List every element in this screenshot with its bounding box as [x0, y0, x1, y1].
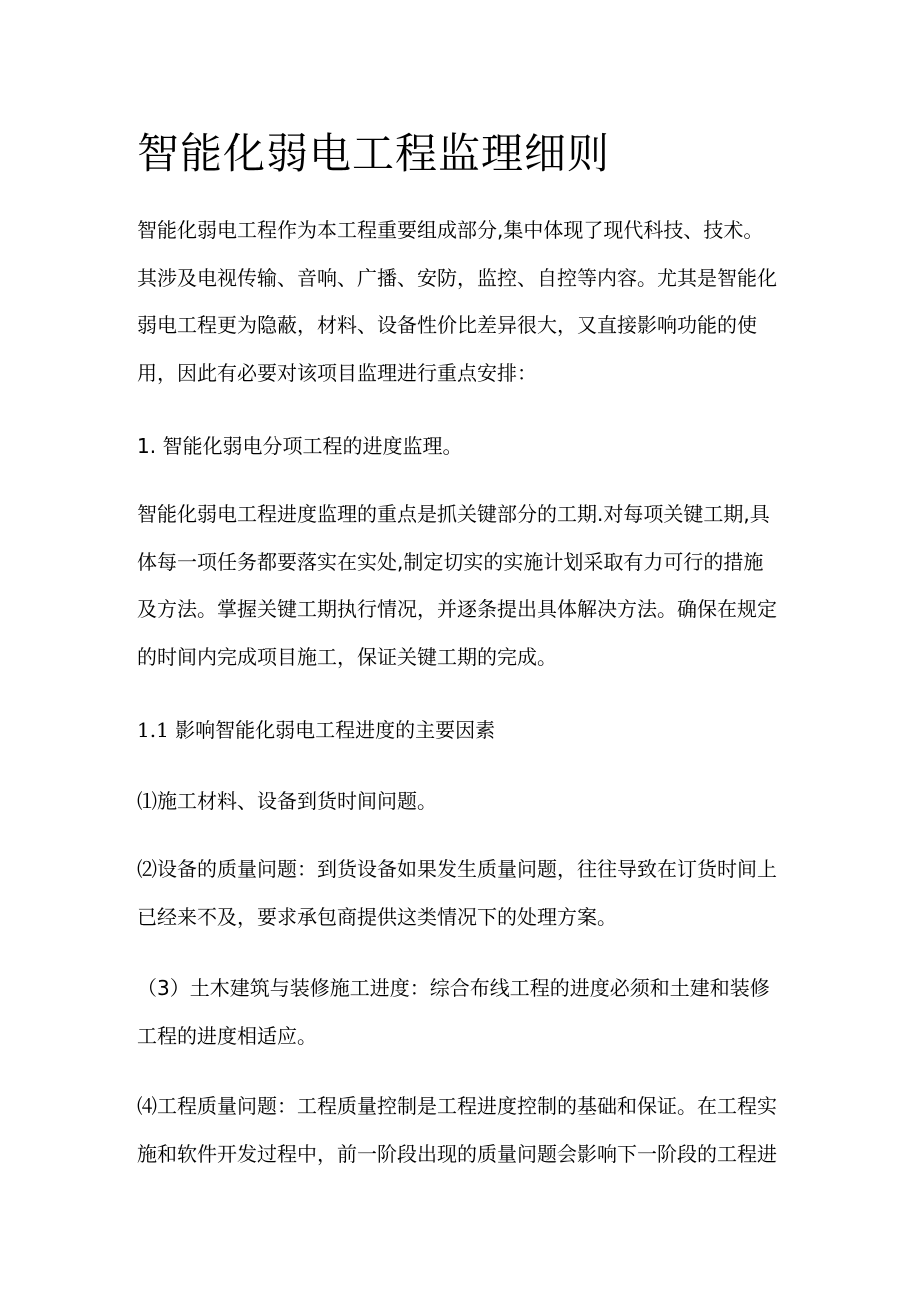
item-4-paragraph	[137, 1083, 797, 1178]
intro-line: 其涉及电视传输、音响、广播、安防，监控、自控等内容。尤其是智能化	[137, 265, 777, 290]
section-1-1-heading: 1.1 影响智能化弱电工程进度的主要因素	[137, 718, 496, 742]
section-1-paragraph	[137, 491, 797, 681]
intro-line: 用，因此有必要对该项目监理进行重点安排：	[137, 360, 537, 385]
document-title: 智能化弱电工程监理细则	[137, 129, 611, 178]
intro-paragraph	[137, 207, 797, 397]
item-4-line: ⑷工程质量问题：工程质量控制是工程进度控制的基础和保证。在工程实	[137, 1094, 777, 1118]
section-1-line: 的时间内完成项目施工，保证关键工期的完成。	[137, 644, 557, 669]
section-1-line: 及方法。掌握关键工期执行情况，并逐条提出具体解决方法。确保在规定	[137, 597, 777, 621]
section-1-line: 智能化弱电工程进度监理的重点是抓关键部分的工期.对每项关键工期,具	[137, 502, 770, 526]
intro-line: 弱电工程更为隐蔽，材料、设备性价比差异很大，又直接影响功能的使	[137, 313, 757, 337]
item-2-paragraph	[137, 846, 797, 941]
item-4-line: 施和软件开发过程中，前一阶段出现的质量问题会影响下一阶段的工程进	[137, 1141, 777, 1166]
item-3-line: 工程的进度相适应。	[137, 1023, 317, 1048]
section-1-heading: 1. 智能化弱电分项工程的进度监理。	[137, 434, 463, 458]
item-2-line: 已经来不及，要求承包商提供这类情况下的处理方案。	[137, 904, 617, 929]
item-3-line: （3）土木建筑与装修施工进度：综合布线工程的进度必须和土建和装修	[137, 976, 770, 1000]
section-1-line: 体每一项任务都要落实在实处,制定切实的实施计划采取有力可行的措施	[137, 549, 764, 574]
item-3-paragraph	[137, 965, 797, 1060]
item-2-line: ⑵设备的质量问题：到货设备如果发生质量问题，往往导致在订货时间上	[137, 857, 777, 881]
item-1: ⑴施工材料、设备到货时间问题。	[137, 789, 437, 813]
intro-line: 智能化弱电工程作为本工程重要组成部分,集中体现了现代科技、技术。	[137, 218, 764, 242]
